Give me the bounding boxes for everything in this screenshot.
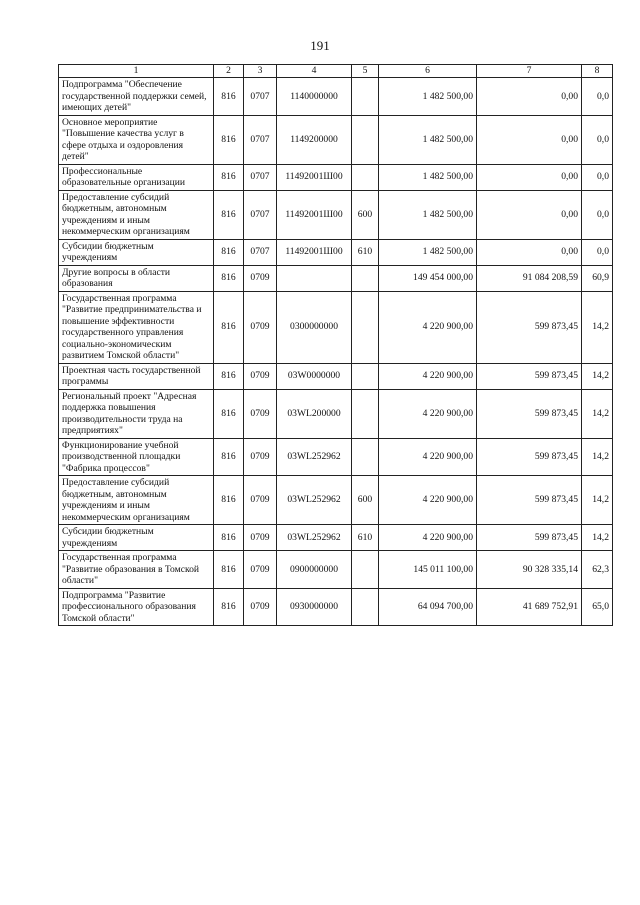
- cell-percent: 14,2: [582, 363, 613, 389]
- cell-expense-type: [352, 363, 379, 389]
- cell-executed-amount: 90 328 335,14: [477, 551, 582, 589]
- cell-name: Подпрограмма "Обеспечение государственной поддержки семей, имеющих детей": [59, 78, 214, 116]
- cell-ministry-code: 816: [214, 265, 244, 291]
- cell-planned-amount: 1 482 500,00: [379, 164, 477, 190]
- cell-ministry-code: 816: [214, 588, 244, 626]
- cell-ministry-code: 816: [214, 476, 244, 525]
- cell-expense-type: [352, 588, 379, 626]
- cell-expense-type: [352, 551, 379, 589]
- cell-target-article: 0300000000: [277, 291, 352, 363]
- cell-expense-type: [352, 164, 379, 190]
- cell-percent: 0,0: [582, 115, 613, 164]
- cell-name: Предоставление субсидий бюджетным, автономным учреждениям и иным некоммерческим организациям: [59, 476, 214, 525]
- cell-ministry-code: 816: [214, 78, 244, 116]
- table-row: [59, 78, 613, 116]
- header-col-8: 8: [582, 65, 613, 78]
- table-row: [59, 476, 613, 525]
- table-row: [59, 551, 613, 589]
- table-row: [59, 291, 613, 363]
- header-col-1: 1: [59, 65, 214, 78]
- cell-executed-amount: 0,00: [477, 115, 582, 164]
- cell-expense-type: 600: [352, 476, 379, 525]
- cell-name: Проектная часть государственной программы: [59, 363, 214, 389]
- cell-section-code: 0707: [244, 164, 277, 190]
- cell-percent: 14,2: [582, 525, 613, 551]
- cell-percent: 14,2: [582, 476, 613, 525]
- cell-target-article: 0930000000: [277, 588, 352, 626]
- cell-target-article: 0900000000: [277, 551, 352, 589]
- cell-executed-amount: 0,00: [477, 190, 582, 239]
- cell-name: Субсидии бюджетным учреждениям: [59, 239, 214, 265]
- cell-section-code: 0709: [244, 476, 277, 525]
- cell-percent: 14,2: [582, 438, 613, 476]
- cell-section-code: 0707: [244, 239, 277, 265]
- cell-ministry-code: 816: [214, 363, 244, 389]
- cell-expense-type: [352, 438, 379, 476]
- cell-name: Функционирование учебной производственной площадки "Фабрика процессов": [59, 438, 214, 476]
- cell-expense-type: 610: [352, 239, 379, 265]
- cell-percent: 65,0: [582, 588, 613, 626]
- cell-executed-amount: 599 873,45: [477, 291, 582, 363]
- header-col-6: 6: [379, 65, 477, 78]
- table-row: [59, 190, 613, 239]
- cell-name: Профессиональные образовательные организации: [59, 164, 214, 190]
- cell-section-code: 0709: [244, 363, 277, 389]
- table-row: [59, 164, 613, 190]
- cell-ministry-code: 816: [214, 190, 244, 239]
- cell-section-code: 0707: [244, 190, 277, 239]
- cell-target-article: 1149200000: [277, 115, 352, 164]
- cell-section-code: 0707: [244, 115, 277, 164]
- cell-name: Региональный проект "Адресная поддержка повышения производительности труда на предприятиях": [59, 389, 214, 438]
- cell-ministry-code: 816: [214, 239, 244, 265]
- header-col-4: 4: [277, 65, 352, 78]
- cell-ministry-code: 816: [214, 115, 244, 164]
- cell-name: Предоставление субсидий бюджетным, автономным учреждениям и иным некоммерческим организациям: [59, 190, 214, 239]
- cell-target-article: 03W0000000: [277, 363, 352, 389]
- cell-planned-amount: 1 482 500,00: [379, 239, 477, 265]
- cell-executed-amount: 599 873,45: [477, 363, 582, 389]
- cell-planned-amount: 149 454 000,00: [379, 265, 477, 291]
- table-row: [59, 438, 613, 476]
- cell-planned-amount: 1 482 500,00: [379, 190, 477, 239]
- cell-expense-type: [352, 265, 379, 291]
- cell-planned-amount: 4 220 900,00: [379, 476, 477, 525]
- table-body: [59, 65, 613, 626]
- cell-planned-amount: 1 482 500,00: [379, 115, 477, 164]
- cell-planned-amount: 64 094 700,00: [379, 588, 477, 626]
- cell-ministry-code: 816: [214, 164, 244, 190]
- cell-expense-type: 610: [352, 525, 379, 551]
- cell-planned-amount: 4 220 900,00: [379, 291, 477, 363]
- table-row: [59, 389, 613, 438]
- cell-planned-amount: 1 482 500,00: [379, 78, 477, 116]
- cell-section-code: 0707: [244, 78, 277, 116]
- cell-name: Другие вопросы в области образования: [59, 265, 214, 291]
- cell-expense-type: [352, 389, 379, 438]
- cell-percent: 60,9: [582, 265, 613, 291]
- cell-percent: 0,0: [582, 164, 613, 190]
- header-col-3: 3: [244, 65, 277, 78]
- cell-name: Подпрограмма "Развитие профессионального образования Томской области": [59, 588, 214, 626]
- cell-planned-amount: 4 220 900,00: [379, 389, 477, 438]
- table-row: [59, 239, 613, 265]
- header-col-7: 7: [477, 65, 582, 78]
- cell-ministry-code: 816: [214, 525, 244, 551]
- cell-executed-amount: 0,00: [477, 78, 582, 116]
- table-header-row: [59, 65, 613, 78]
- cell-percent: 0,0: [582, 190, 613, 239]
- cell-section-code: 0709: [244, 438, 277, 476]
- cell-executed-amount: 599 873,45: [477, 438, 582, 476]
- cell-planned-amount: 145 011 100,00: [379, 551, 477, 589]
- cell-expense-type: 600: [352, 190, 379, 239]
- cell-target-article: 03WL200000: [277, 389, 352, 438]
- cell-target-article: 1140000000: [277, 78, 352, 116]
- cell-ministry-code: 816: [214, 438, 244, 476]
- cell-section-code: 0709: [244, 551, 277, 589]
- cell-section-code: 0709: [244, 291, 277, 363]
- cell-section-code: 0709: [244, 525, 277, 551]
- cell-name: Субсидии бюджетным учреждениям: [59, 525, 214, 551]
- table-row: [59, 588, 613, 626]
- cell-ministry-code: 816: [214, 389, 244, 438]
- cell-expense-type: [352, 115, 379, 164]
- cell-percent: 0,0: [582, 78, 613, 116]
- cell-name: Государственная программа "Развитие образования в Томской области": [59, 551, 214, 589]
- cell-target-article: 11492001Ш00: [277, 190, 352, 239]
- cell-section-code: 0709: [244, 588, 277, 626]
- cell-executed-amount: 91 084 208,59: [477, 265, 582, 291]
- cell-executed-amount: 41 689 752,91: [477, 588, 582, 626]
- table-row: [59, 115, 613, 164]
- page-number: 191: [310, 38, 330, 53]
- cell-section-code: 0709: [244, 389, 277, 438]
- cell-ministry-code: 816: [214, 291, 244, 363]
- cell-target-article: 11492001Ш00: [277, 239, 352, 265]
- cell-percent: 14,2: [582, 291, 613, 363]
- table-row: [59, 265, 613, 291]
- cell-percent: 14,2: [582, 389, 613, 438]
- cell-executed-amount: 599 873,45: [477, 476, 582, 525]
- budget-table: [58, 64, 613, 626]
- cell-target-article: 03WL252962: [277, 476, 352, 525]
- cell-target-article: [277, 265, 352, 291]
- header-col-5: 5: [352, 65, 379, 78]
- header-col-2: 2: [214, 65, 244, 78]
- table-row: [59, 525, 613, 551]
- cell-planned-amount: 4 220 900,00: [379, 363, 477, 389]
- cell-section-code: 0709: [244, 265, 277, 291]
- cell-ministry-code: 816: [214, 551, 244, 589]
- cell-expense-type: [352, 78, 379, 116]
- cell-planned-amount: 4 220 900,00: [379, 525, 477, 551]
- cell-percent: 62,3: [582, 551, 613, 589]
- cell-planned-amount: 4 220 900,00: [379, 438, 477, 476]
- cell-executed-amount: 599 873,45: [477, 389, 582, 438]
- cell-target-article: 03WL252962: [277, 525, 352, 551]
- cell-target-article: 03WL252962: [277, 438, 352, 476]
- cell-executed-amount: 0,00: [477, 239, 582, 265]
- table-row: [59, 363, 613, 389]
- cell-expense-type: [352, 291, 379, 363]
- cell-executed-amount: 0,00: [477, 164, 582, 190]
- cell-percent: 0,0: [582, 239, 613, 265]
- cell-target-article: 11492001Ш00: [277, 164, 352, 190]
- cell-name: Государственная программа "Развитие предпринимательства и повышение эффективности государственного управления социально-экономическим развитием Томской области": [59, 291, 214, 363]
- cell-executed-amount: 599 873,45: [477, 525, 582, 551]
- cell-name: Основное мероприятие "Повышение качества услуг в сфере отдыха и оздоровления детей": [59, 115, 214, 164]
